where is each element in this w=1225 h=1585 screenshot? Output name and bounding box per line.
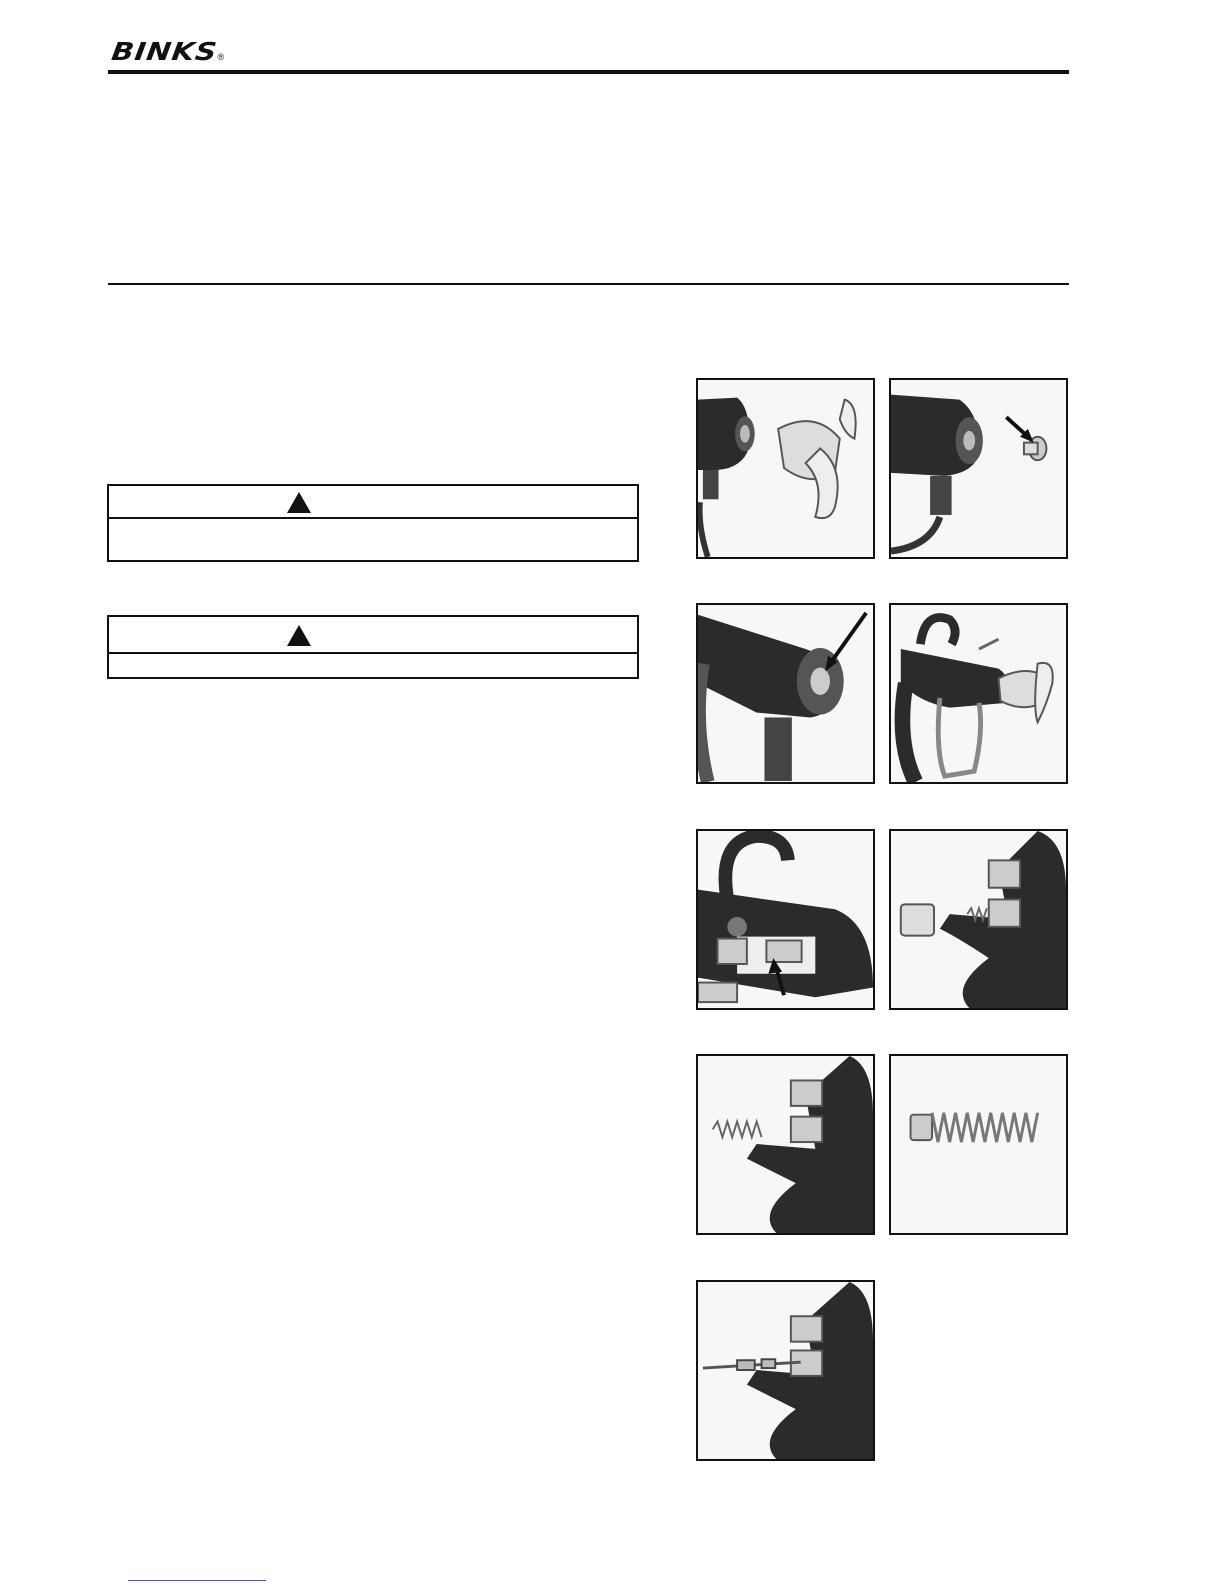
- logo-text: BINKS: [109, 36, 220, 66]
- figure-handle-cap: [889, 829, 1068, 1010]
- footer-link-underline: [128, 1580, 266, 1581]
- warning-header: [109, 486, 637, 519]
- figure-head-seat: [696, 603, 875, 784]
- figure-spring-closeup: [889, 1054, 1068, 1235]
- figure-assembled-gun: [889, 603, 1068, 784]
- section-divider: [108, 283, 1069, 285]
- header-rule: [108, 70, 1069, 74]
- figure-spring-removal: [696, 1054, 875, 1235]
- figure-needle-removal: [696, 1280, 875, 1461]
- warning-triangle-icon: [287, 492, 311, 513]
- figure-tip-guard: [696, 378, 875, 559]
- warning-triangle-icon: [287, 625, 311, 646]
- registered-mark: ®: [217, 52, 225, 62]
- warning-header: [109, 617, 637, 654]
- warning-box-2: [107, 615, 639, 679]
- binks-logo: [110, 34, 224, 64]
- figure-tip-seal: [889, 378, 1068, 559]
- warning-box-1: [107, 484, 639, 562]
- figure-trigger-fitting: [696, 829, 875, 1010]
